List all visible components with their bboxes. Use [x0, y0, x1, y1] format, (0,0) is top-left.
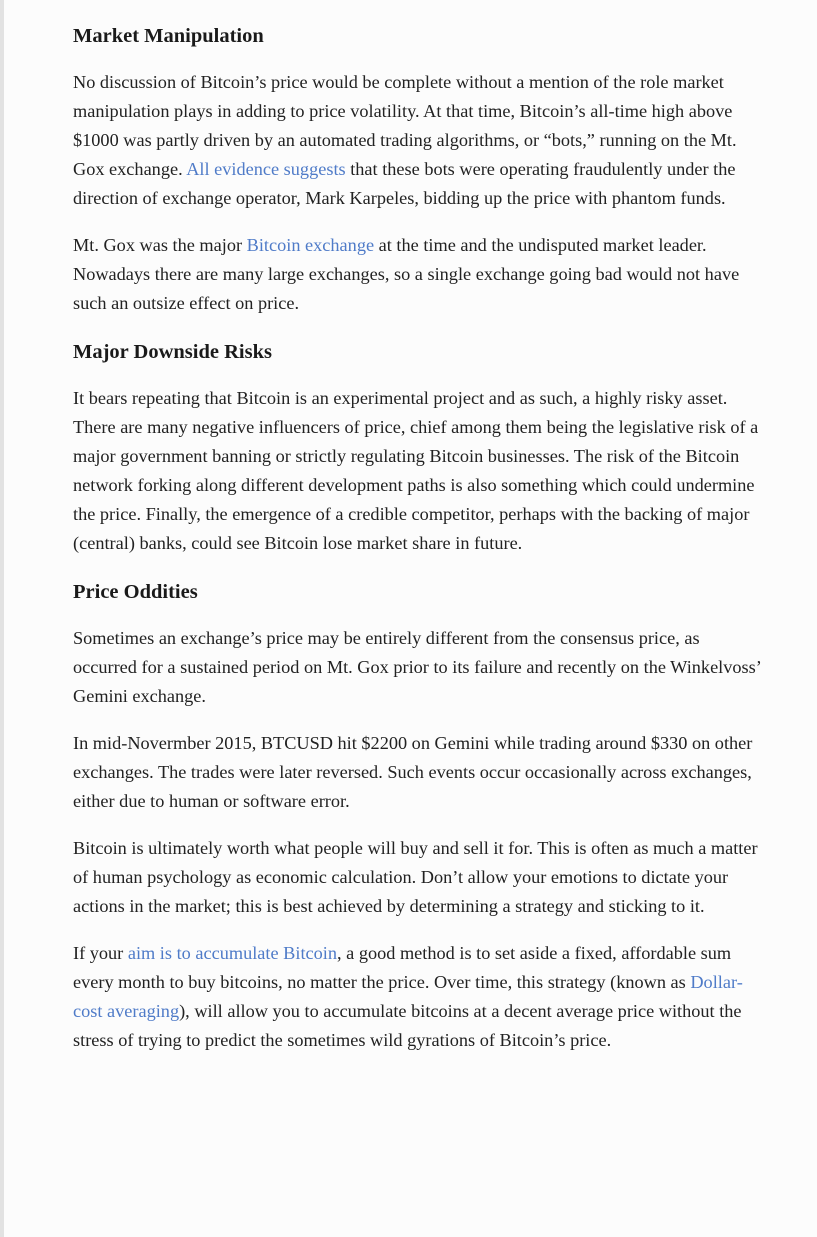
article-body: [73, 20, 763, 1073]
all-evidence-suggests-link[interactable]: All evidence suggests: [186, 159, 346, 179]
paragraph-text: at the time and the undisputed market leader. Nowadays there are many large exchanges, so a single exchange going bad would not have such an outsize effect on price.: [73, 235, 740, 313]
paragraph-text: that these bots were operating fraudulently under the direction of exchange operator, Mark Karpeles, bidding up the price with phantom funds.: [73, 159, 736, 208]
paragraph-text: ), will allow you to accumulate bitcoins at a decent average price without the stress of trying to predict the sometimes wild gyrations of Bitcoin’s price.: [73, 1001, 742, 1050]
paragraph: Bitcoin is ultimately worth what people will buy and sell it for. This is often as much a matter of human psychology as economic calculation. Don’t allow your emotions to dictate your actions in the market; this is best achieved by determining a strategy and sticking to it.: [73, 838, 758, 916]
paragraph-text: If your: [73, 943, 128, 963]
paragraph: [73, 939, 763, 1055]
paragraph: It bears repeating that Bitcoin is an experimental project and as such, a highly risky asset. There are many negative influencers of price, chief among them being the legislative risk of a major government banning or strictly regulating Bitcoin businesses. The risk of the Bitcoin network forking along different development paths is also something which could undermine the price. Finally, the emergence of a credible competitor, perhaps with the backing of major (central) banks, could see Bitcoin lose market share in future.: [73, 388, 759, 553]
paragraph-text: , a good method is to set aside a fixed, affordable sum every month to buy bitcoins, no matter the price. Over time, this strategy (known as: [73, 943, 732, 992]
paragraph: In mid-Novermber 2015, BTCUSD hit $2200 on Gemini while trading around $330 on other exchanges. The trades were later reversed. Such events occur occasionally across exchanges, either due to human or software error.: [73, 733, 753, 811]
paragraph: Sometimes an exchange’s price may be entirely different from the consensus price, as occurred for a sustained period on Mt. Gox prior to its failure and recently on the Winkelvoss’ Gemini exchange.: [73, 628, 761, 706]
bitcoin-exchange-link[interactable]: Bitcoin exchange: [246, 235, 375, 255]
section-heading-major-downside-risks: Major Downside Risks: [73, 341, 272, 363]
paragraph: [73, 68, 763, 213]
paragraph: [73, 231, 763, 318]
section-heading-market-manipulation: Market Manipulation: [73, 25, 264, 47]
paragraph-text: No discussion of Bitcoin’s price would be complete without a mention of the role market manipulation plays in adding to price volatility. At that time, Bitcoin’s all-time high above $1000 was partly driven by an automated trading algorithms, or “bots,” running on the Mt. Gox exchange.: [73, 72, 737, 179]
paragraph-text: Mt. Gox was the major: [73, 235, 247, 255]
dollar-cost-averaging-link[interactable]: Dollar-cost averaging: [73, 972, 743, 1021]
accumulate-bitcoin-link[interactable]: aim is to accumulate Bitcoin: [127, 943, 337, 963]
section-heading-price-oddities: Price Oddities: [73, 581, 198, 603]
